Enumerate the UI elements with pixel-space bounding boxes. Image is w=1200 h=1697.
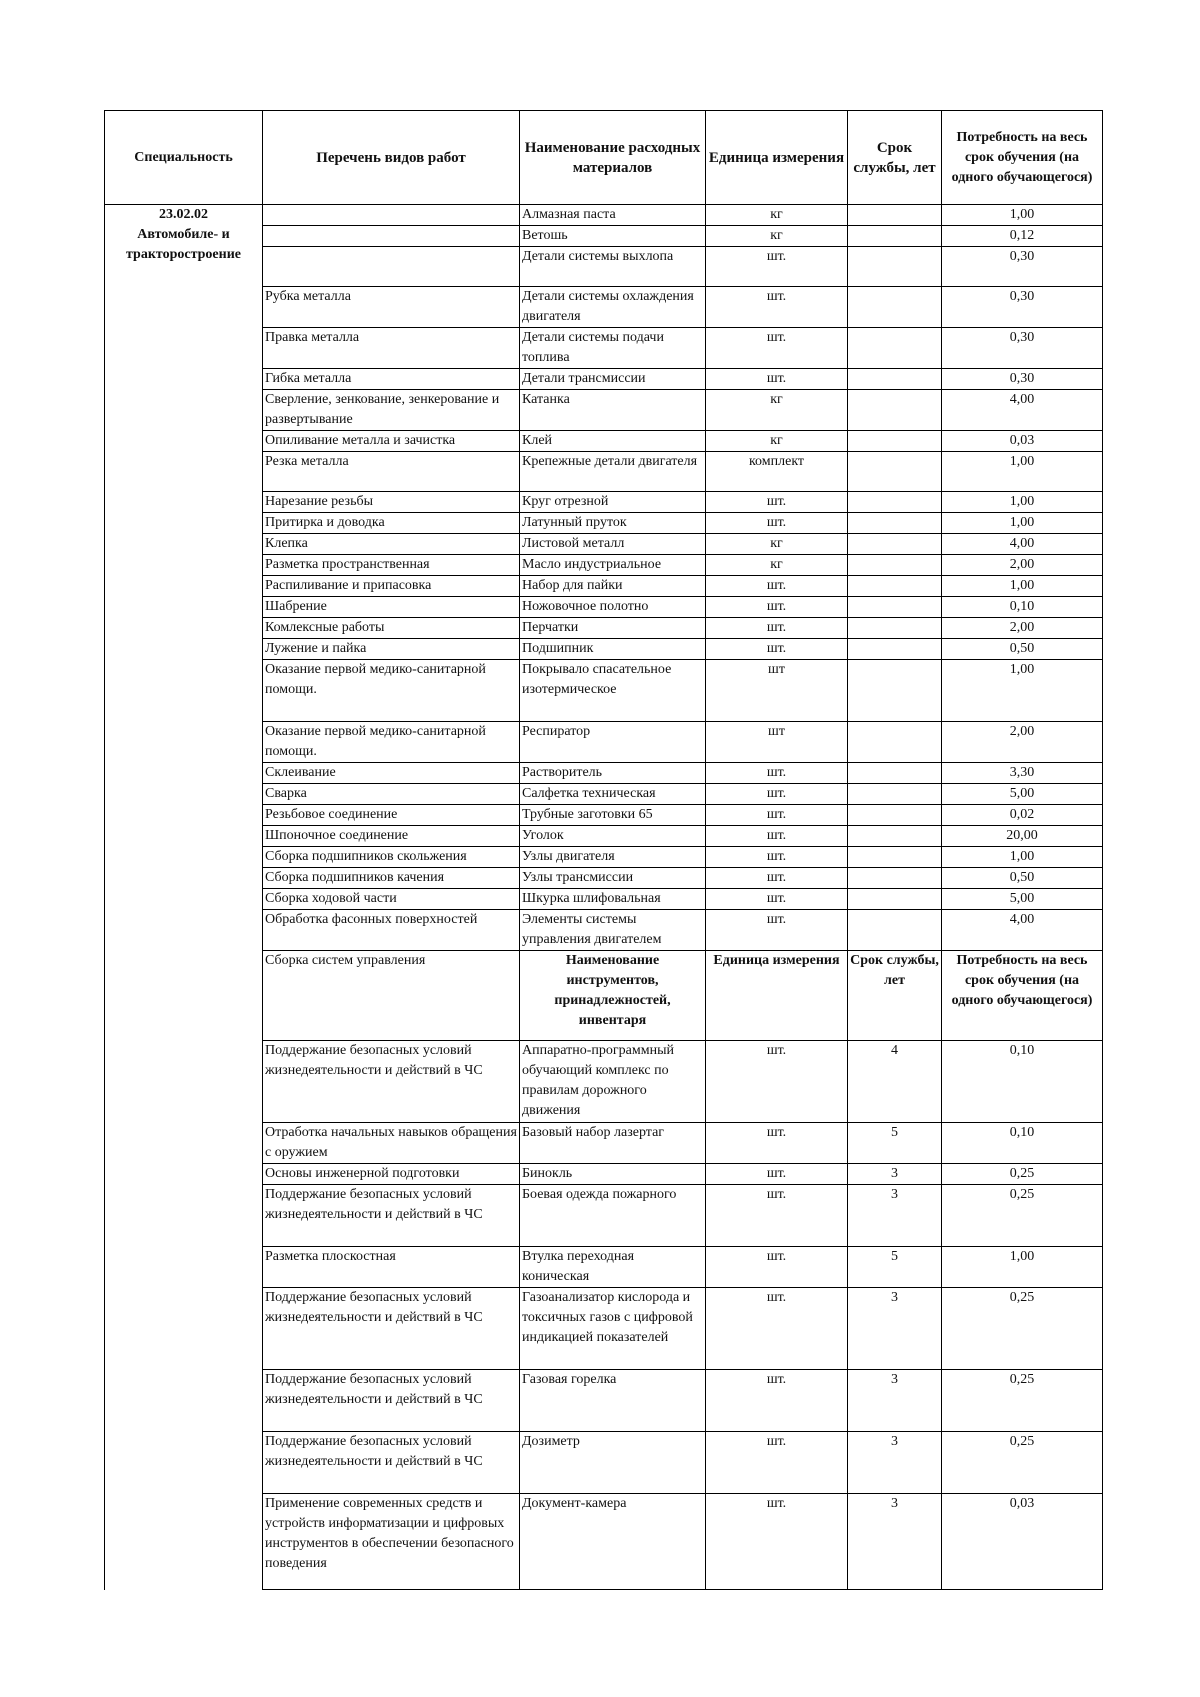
unit-cell: шт.: [706, 287, 848, 328]
service-life-cell: [848, 805, 942, 826]
material-name-cell: Уголок: [520, 826, 706, 847]
material-name-cell: Растворитель: [520, 763, 706, 784]
work-type-cell: Отработка начальных навыков обращения с оружием: [263, 1123, 520, 1164]
subheader-need: Потребность на весь срок обучения (на одного обучающегося): [942, 951, 1103, 1041]
need-cell: 4,00: [942, 390, 1103, 431]
subheader-tool-name: Наименование инструментов, принадлежностей, инвентаря: [520, 951, 706, 1041]
unit-cell: шт.: [706, 576, 848, 597]
material-name-cell: Ветошь: [520, 226, 706, 247]
unit-cell: шт.: [706, 847, 848, 868]
unit-cell: шт.: [706, 1370, 848, 1432]
service-life-cell: [848, 639, 942, 660]
need-cell: 0,30: [942, 369, 1103, 390]
unit-cell: кг: [706, 431, 848, 452]
header-need: Потребность на весь срок обучения (на одного обучающегося): [942, 111, 1103, 205]
need-cell: 2,00: [942, 555, 1103, 576]
work-type-cell: Склеивание: [263, 763, 520, 784]
unit-cell: шт.: [706, 513, 848, 534]
work-type-cell: Сверление, зенкование, зенкерование и развертывание: [263, 390, 520, 431]
need-cell: 1,00: [942, 660, 1103, 722]
service-life-cell: [848, 287, 942, 328]
service-life-cell: [848, 910, 942, 951]
work-type-cell: Лужение и пайка: [263, 639, 520, 660]
work-type-cell: Комлексные работы: [263, 618, 520, 639]
service-life-cell: 3: [848, 1370, 942, 1432]
service-life-cell: [848, 492, 942, 513]
unit-cell: шт.: [706, 1432, 848, 1494]
header-specialty: Специальность: [105, 111, 263, 205]
need-cell: 3,30: [942, 763, 1103, 784]
table-header-row: [105, 111, 1103, 205]
work-type-cell: Оказание первой медико-санитарной помощи.: [263, 660, 520, 722]
need-cell: 1,00: [942, 205, 1103, 226]
unit-cell: кг: [706, 205, 848, 226]
material-name-cell: Крепежные детали двигателя: [520, 452, 706, 492]
tool-name-cell: Базовый набор лазертаг: [520, 1123, 706, 1164]
unit-cell: кг: [706, 555, 848, 576]
unit-cell: шт.: [706, 1288, 848, 1370]
service-life-cell: [848, 889, 942, 910]
need-cell: 1,00: [942, 492, 1103, 513]
material-name-cell: Шкурка шлифовальная: [520, 889, 706, 910]
subheader-unit: Единица измерения: [706, 951, 848, 1041]
unit-cell: шт.: [706, 639, 848, 660]
material-name-cell: Латунный пруток: [520, 513, 706, 534]
service-life-cell: 3: [848, 1185, 942, 1247]
unit-cell: шт.: [706, 328, 848, 369]
material-name-cell: Подшипник: [520, 639, 706, 660]
unit-cell: шт.: [706, 889, 848, 910]
material-name-cell: Узлы трансмиссии: [520, 868, 706, 889]
work-type-cell: Разметка пространственная: [263, 555, 520, 576]
service-life-cell: 3: [848, 1432, 942, 1494]
work-type-cell: Обработка фасонных поверхностей: [263, 910, 520, 951]
work-type-cell: [263, 205, 520, 226]
service-life-cell: [848, 369, 942, 390]
service-life-cell: 3: [848, 1164, 942, 1185]
subheader-service-life: Срок службы, лет: [848, 951, 942, 1041]
need-cell: 4,00: [942, 534, 1103, 555]
work-type-cell: Правка металла: [263, 328, 520, 369]
unit-cell: шт.: [706, 492, 848, 513]
material-name-cell: Респиратор: [520, 722, 706, 763]
work-type-cell: Шпоночное соединение: [263, 826, 520, 847]
material-name-cell: Детали системы подачи топлива: [520, 328, 706, 369]
service-life-cell: 5: [848, 1247, 942, 1288]
work-type-cell: Поддержание безопасных условий жизнедеятельности и действий в ЧС: [263, 1185, 520, 1247]
unit-cell: шт.: [706, 1041, 848, 1123]
tool-name-cell: Газоанализатор кислорода и токсичных газов с цифровой индикацией показателей: [520, 1288, 706, 1370]
unit-cell: кг: [706, 534, 848, 555]
header-unit: Единица измерения: [706, 111, 848, 205]
work-type-cell: Клепка: [263, 534, 520, 555]
material-name-cell: Алмазная паста: [520, 205, 706, 226]
work-type-cell: Нарезание резьбы: [263, 492, 520, 513]
need-cell: 0,25: [942, 1288, 1103, 1370]
need-cell: 2,00: [942, 618, 1103, 639]
service-life-cell: [848, 722, 942, 763]
service-life-cell: [848, 247, 942, 287]
need-cell: 0,10: [942, 597, 1103, 618]
need-cell: 1,00: [942, 576, 1103, 597]
service-life-cell: 3: [848, 1288, 942, 1370]
need-cell: 1,00: [942, 847, 1103, 868]
service-life-cell: [848, 868, 942, 889]
unit-cell: шт.: [706, 618, 848, 639]
material-name-cell: Детали системы выхлопа: [520, 247, 706, 287]
service-life-cell: [848, 618, 942, 639]
work-type-cell: Разметка плоскостная: [263, 1247, 520, 1288]
service-life-cell: [848, 784, 942, 805]
work-type-cell: Резка металла: [263, 452, 520, 492]
tool-name-cell: Боевая одежда пожарного: [520, 1185, 706, 1247]
work-type-cell: Сварка: [263, 784, 520, 805]
work-type-cell: Поддержание безопасных условий жизнедеятельности и действий в ЧС: [263, 1432, 520, 1494]
need-cell: 0,30: [942, 328, 1103, 369]
service-life-cell: [848, 660, 942, 722]
material-name-cell: Узлы двигателя: [520, 847, 706, 868]
work-type-cell: Сборка систем управления: [263, 951, 520, 1041]
work-type-cell: Притирка и доводка: [263, 513, 520, 534]
material-name-cell: Детали системы охлаждения двигателя: [520, 287, 706, 328]
tool-name-cell: Документ-камера: [520, 1494, 706, 1590]
work-type-cell: Сборка подшипников качения: [263, 868, 520, 889]
header-service-life: Срок службы, лет: [848, 111, 942, 205]
work-type-cell: Поддержание безопасных условий жизнедеятельности и действий в ЧС: [263, 1370, 520, 1432]
material-name-cell: Масло индустриальное: [520, 555, 706, 576]
tool-name-cell: Аппаратно-программный обучающий комплекс по правилам дорожного движения: [520, 1041, 706, 1123]
specialty-name: Автомобиле- и тракторостроение: [126, 227, 241, 262]
header-material-name: Наименование расходных материалов: [520, 111, 706, 205]
service-life-cell: [848, 390, 942, 431]
service-life-cell: 3: [848, 1494, 942, 1590]
need-cell: 20,00: [942, 826, 1103, 847]
need-cell: 0,30: [942, 247, 1103, 287]
material-name-cell: Ножовочное полотно: [520, 597, 706, 618]
material-name-cell: Элементы системы управления двигателем: [520, 910, 706, 951]
need-cell: 0,03: [942, 1494, 1103, 1590]
work-type-cell: Распиливание и припасовка: [263, 576, 520, 597]
need-cell: 0,25: [942, 1185, 1103, 1247]
tool-name-cell: Дозиметр: [520, 1432, 706, 1494]
service-life-cell: [848, 205, 942, 226]
service-life-cell: [848, 328, 942, 369]
work-type-cell: Гибка металла: [263, 369, 520, 390]
work-type-cell: Сборка ходовой части: [263, 889, 520, 910]
service-life-cell: [848, 226, 942, 247]
unit-cell: шт.: [706, 1494, 848, 1590]
tool-name-cell: Газовая горелка: [520, 1370, 706, 1432]
work-type-cell: Рубка металла: [263, 287, 520, 328]
need-cell: 0,12: [942, 226, 1103, 247]
material-name-cell: Листовой металл: [520, 534, 706, 555]
unit-cell: шт.: [706, 1123, 848, 1164]
unit-cell: шт.: [706, 1247, 848, 1288]
service-life-cell: [848, 431, 942, 452]
material-name-cell: Салфетка техническая: [520, 784, 706, 805]
work-type-cell: Применение современных средств и устройств информатизации и цифровых инструментов в обеспечении безопасного поведения: [263, 1494, 520, 1590]
material-name-cell: Катанка: [520, 390, 706, 431]
unit-cell: кг: [706, 226, 848, 247]
need-cell: 0,03: [942, 431, 1103, 452]
table-row: [105, 205, 1103, 226]
need-cell: 0,10: [942, 1041, 1103, 1123]
need-cell: 1,00: [942, 452, 1103, 492]
unit-cell: шт.: [706, 910, 848, 951]
service-life-cell: 4: [848, 1041, 942, 1123]
need-cell: 0,30: [942, 287, 1103, 328]
unit-cell: шт.: [706, 369, 848, 390]
unit-cell: шт: [706, 660, 848, 722]
unit-cell: шт.: [706, 1185, 848, 1247]
need-cell: 0,50: [942, 639, 1103, 660]
unit-cell: шт.: [706, 1164, 848, 1185]
header-works: Перечень видов работ: [263, 111, 520, 205]
work-type-cell: [263, 226, 520, 247]
requirements-table: [104, 110, 1103, 1590]
work-type-cell: Шабрение: [263, 597, 520, 618]
need-cell: 1,00: [942, 513, 1103, 534]
unit-cell: шт.: [706, 826, 848, 847]
work-type-cell: Резьбовое соединение: [263, 805, 520, 826]
service-life-cell: 5: [848, 1123, 942, 1164]
unit-cell: шт.: [706, 784, 848, 805]
work-type-cell: [263, 247, 520, 287]
need-cell: 4,00: [942, 910, 1103, 951]
material-name-cell: Набор для пайки: [520, 576, 706, 597]
need-cell: 0,02: [942, 805, 1103, 826]
unit-cell: шт.: [706, 763, 848, 784]
work-type-cell: Сборка подшипников скольжения: [263, 847, 520, 868]
material-name-cell: Круг отрезной: [520, 492, 706, 513]
need-cell: 0,25: [942, 1370, 1103, 1432]
unit-cell: комплект: [706, 452, 848, 492]
unit-cell: шт: [706, 722, 848, 763]
material-name-cell: Детали трансмиссии: [520, 369, 706, 390]
need-cell: 0,25: [942, 1432, 1103, 1494]
work-type-cell: Основы инженерной подготовки: [263, 1164, 520, 1185]
service-life-cell: [848, 513, 942, 534]
service-life-cell: [848, 452, 942, 492]
need-cell: 1,00: [942, 1247, 1103, 1288]
tool-name-cell: Бинокль: [520, 1164, 706, 1185]
work-type-cell: Опиливание металла и зачистка: [263, 431, 520, 452]
service-life-cell: [848, 555, 942, 576]
service-life-cell: [848, 597, 942, 618]
tool-name-cell: Втулка переходная коническая: [520, 1247, 706, 1288]
service-life-cell: [848, 763, 942, 784]
unit-cell: кг: [706, 390, 848, 431]
material-name-cell: Покрывало спасательное изотермическое: [520, 660, 706, 722]
work-type-cell: Поддержание безопасных условий жизнедеятельности и действий в ЧС: [263, 1041, 520, 1123]
unit-cell: шт.: [706, 805, 848, 826]
need-cell: 2,00: [942, 722, 1103, 763]
need-cell: 5,00: [942, 784, 1103, 805]
service-life-cell: [848, 534, 942, 555]
material-name-cell: Перчатки: [520, 618, 706, 639]
service-life-cell: [848, 826, 942, 847]
specialty-code: 23.02.02: [159, 207, 208, 222]
unit-cell: шт.: [706, 597, 848, 618]
unit-cell: шт.: [706, 247, 848, 287]
specialty-cell: [105, 205, 263, 1590]
need-cell: 0,25: [942, 1164, 1103, 1185]
work-type-cell: Оказание первой медико-санитарной помощи.: [263, 722, 520, 763]
service-life-cell: [848, 847, 942, 868]
work-type-cell: Поддержание безопасных условий жизнедеятельности и действий в ЧС: [263, 1288, 520, 1370]
service-life-cell: [848, 576, 942, 597]
need-cell: 5,00: [942, 889, 1103, 910]
need-cell: 0,50: [942, 868, 1103, 889]
material-name-cell: Клей: [520, 431, 706, 452]
unit-cell: шт.: [706, 868, 848, 889]
need-cell: 0,10: [942, 1123, 1103, 1164]
material-name-cell: Трубные заготовки 65: [520, 805, 706, 826]
